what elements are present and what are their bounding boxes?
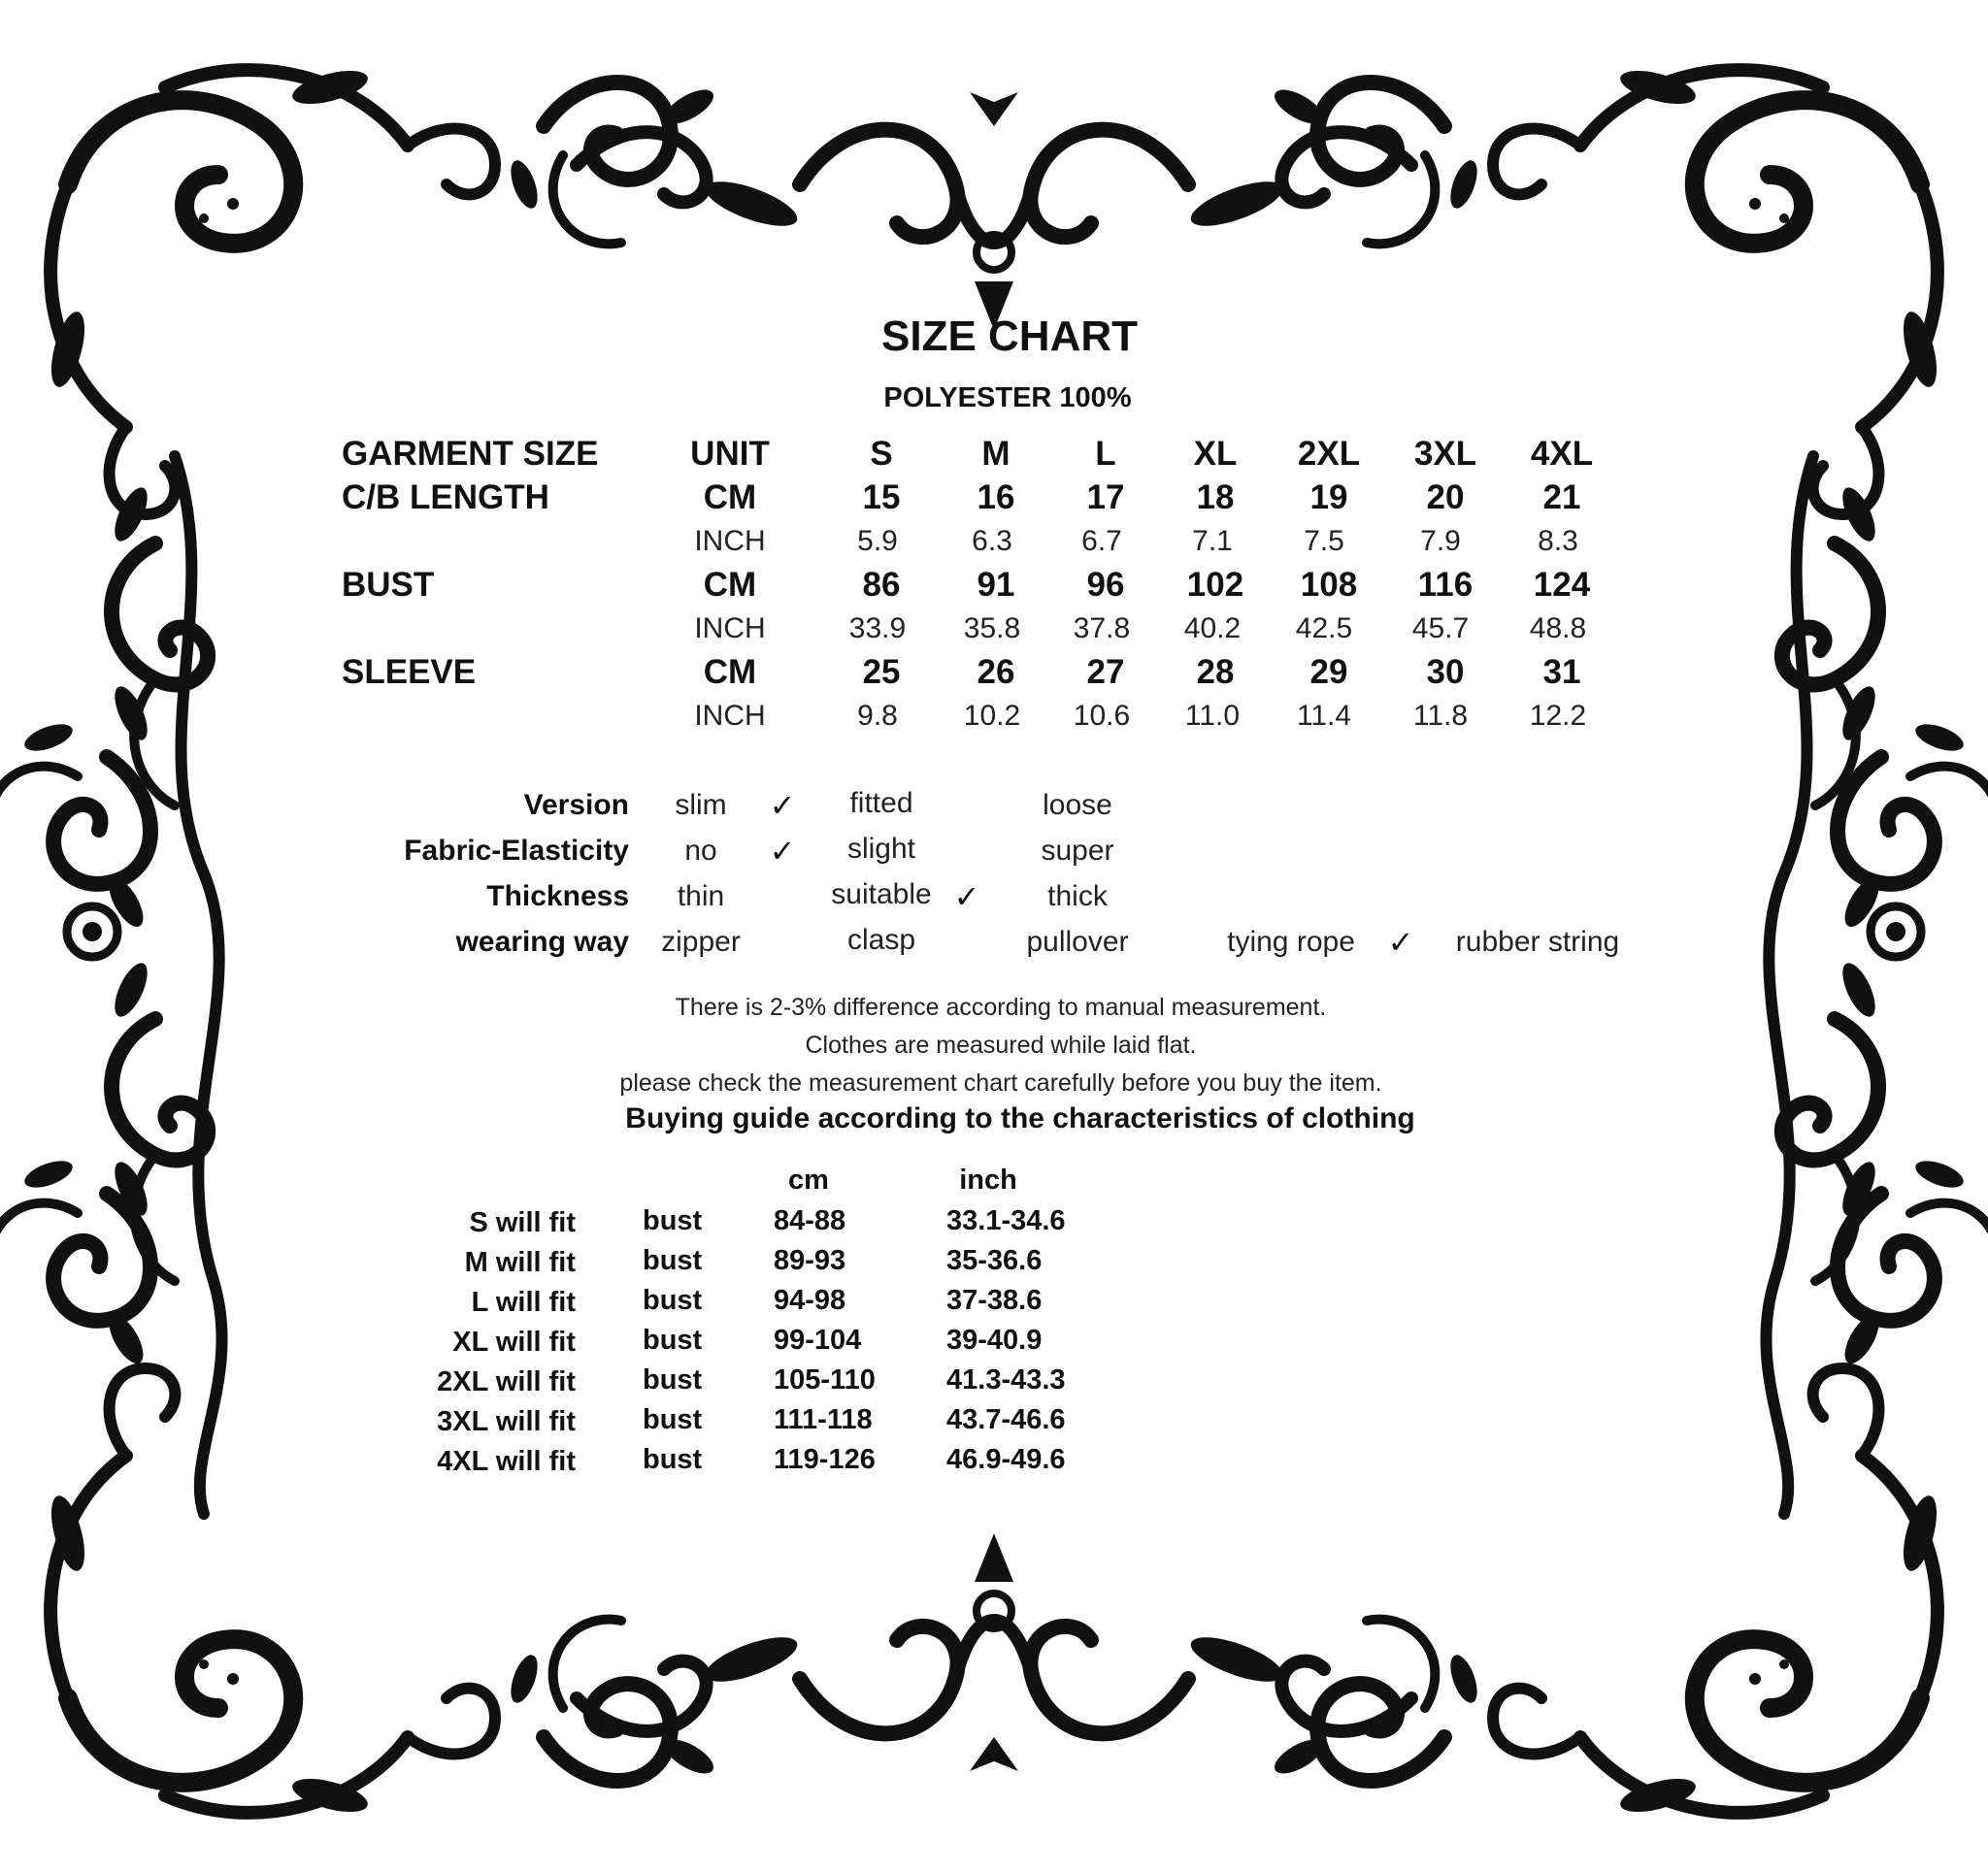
cell-inch: 7.9 <box>1420 525 1461 557</box>
cell-inch: 40.2 <box>1183 612 1242 644</box>
check-mark-icon: ✓ <box>769 834 796 869</box>
size-header-m: M <box>981 435 1011 473</box>
guide-cm: 105-110 <box>774 1364 876 1396</box>
feature-option: rubber string <box>1455 926 1620 958</box>
guide-inch: 39-40.9 <box>946 1325 1043 1356</box>
cell-cm: 27 <box>1086 653 1125 691</box>
guide-inch: 43.7-46.6 <box>946 1404 1066 1435</box>
unit-header: UNIT <box>690 435 770 473</box>
feature-option: thick <box>1047 880 1108 912</box>
cell-inch: 11.8 <box>1412 700 1469 732</box>
cell-inch: 10.2 <box>963 700 1021 732</box>
size-header-xl: XL <box>1193 435 1238 473</box>
size-header-3xl: 3XL <box>1413 435 1477 473</box>
guide-part: bust <box>643 1444 703 1475</box>
cell-cm: 116 <box>1417 566 1474 604</box>
feature-option: tying rope <box>1227 926 1355 958</box>
guide-inch: 46.9-49.6 <box>946 1444 1066 1475</box>
feature-option: zipper <box>661 926 741 958</box>
guide-part: bust <box>643 1205 703 1236</box>
cell-inch: 8.3 <box>1538 525 1578 557</box>
cell-inch: 11.4 <box>1296 700 1352 732</box>
guide-size: XL will fit <box>452 1327 576 1358</box>
cell-inch: 9.8 <box>857 700 898 732</box>
note-line: Clothes are measured while laid flat. <box>805 1032 1197 1059</box>
unit-cm: CM <box>703 478 757 516</box>
guide-part: bust <box>643 1325 703 1356</box>
feature-option: pullover <box>1026 926 1129 958</box>
unit-inch: INCH <box>694 700 766 732</box>
buying-guide-title: Buying guide according to the characteristics of clothing <box>625 1102 1415 1134</box>
feature-option: slight <box>846 833 916 865</box>
size-header-4xl: 4XL <box>1530 435 1594 473</box>
feature-option: slim <box>675 789 727 821</box>
guide-part: bust <box>643 1364 703 1396</box>
check-mark-icon: ✓ <box>1387 925 1414 960</box>
cell-cm: 26 <box>977 653 1015 691</box>
feature-option: suitable <box>831 878 932 910</box>
cell-inch: 33.9 <box>848 612 907 644</box>
note-line: There is 2-3% difference according to manual measurement. <box>675 994 1327 1021</box>
cell-inch: 12.2 <box>1529 700 1587 732</box>
cell-inch: 5.9 <box>857 525 898 557</box>
check-mark-icon: ✓ <box>769 788 796 823</box>
guide-size: M will fit <box>464 1247 576 1278</box>
guide-cm: 119-126 <box>774 1444 876 1475</box>
feature-option: loose <box>1043 789 1112 821</box>
cell-cm: 29 <box>1309 653 1348 691</box>
cell-cm: 91 <box>977 566 1015 604</box>
col-header-cm: cm <box>788 1165 829 1196</box>
cell-inch: 45.7 <box>1411 612 1470 644</box>
guide-inch: 41.3-43.3 <box>946 1364 1066 1396</box>
guide-part: bust <box>643 1245 703 1276</box>
row-label-sleeve: SLEEVE <box>342 653 477 691</box>
cell-inch: 10.6 <box>1073 700 1131 732</box>
cell-cm: 16 <box>977 478 1015 516</box>
cell-inch: 7.5 <box>1304 525 1344 557</box>
cell-cm: 108 <box>1300 566 1358 604</box>
cell-inch: 48.8 <box>1529 612 1587 644</box>
cell-cm: 124 <box>1533 566 1591 604</box>
feature-option: no <box>684 835 717 867</box>
note-line: please check the measurement chart carefully before you buy the item. <box>619 1069 1382 1097</box>
feature-label-wearing-way: wearing way <box>455 926 629 958</box>
cell-inch: 11.0 <box>1184 700 1241 732</box>
material-label: POLYESTER 100% <box>883 382 1132 413</box>
size-header-s: S <box>870 435 893 473</box>
guide-size: S will fit <box>469 1207 576 1238</box>
cell-inch: 35.8 <box>963 612 1021 644</box>
cell-cm: 20 <box>1426 478 1465 516</box>
cell-cm: 17 <box>1086 478 1125 516</box>
col-header-inch: inch <box>959 1165 1017 1196</box>
check-mark-icon: ✓ <box>953 879 980 914</box>
guide-inch: 35-36.6 <box>946 1245 1043 1276</box>
size-header-2xl: 2XL <box>1297 435 1361 473</box>
unit-cm: CM <box>703 566 757 604</box>
guide-cm: 84-88 <box>774 1205 846 1236</box>
cell-cm: 25 <box>862 653 901 691</box>
row-label-cb-length: C/B LENGTH <box>342 478 549 516</box>
guide-part: bust <box>643 1404 703 1435</box>
guide-size: L will fit <box>471 1287 576 1318</box>
cell-inch: 42.5 <box>1295 612 1353 644</box>
cell-cm: 15 <box>862 478 901 516</box>
feature-option: super <box>1041 835 1114 867</box>
guide-inch: 33.1-34.6 <box>946 1205 1066 1236</box>
page-title: SIZE CHART <box>881 312 1138 360</box>
guide-cm: 94-98 <box>774 1285 846 1316</box>
feature-option: fitted <box>849 787 913 819</box>
feature-option: clasp <box>846 924 916 956</box>
guide-cm: 99-104 <box>774 1325 862 1356</box>
unit-inch: INCH <box>694 525 766 557</box>
cell-inch: 6.3 <box>972 525 1012 557</box>
row-label-bust: BUST <box>342 566 435 604</box>
cell-cm: 102 <box>1186 566 1244 604</box>
guide-inch: 37-38.6 <box>946 1285 1043 1316</box>
size-header-l: L <box>1095 435 1116 473</box>
guide-part: bust <box>643 1285 703 1316</box>
cell-cm: 96 <box>1086 566 1125 604</box>
cell-inch: 37.8 <box>1073 612 1131 644</box>
unit-inch: INCH <box>694 612 766 644</box>
guide-size: 2XL will fit <box>437 1366 576 1397</box>
cell-cm: 30 <box>1426 653 1465 691</box>
feature-label-fabric-elasticity: Fabric-Elasticity <box>404 835 629 867</box>
guide-size: 4XL will fit <box>437 1446 576 1477</box>
cell-cm: 19 <box>1309 478 1348 516</box>
guide-size: 3XL will fit <box>437 1406 576 1437</box>
guide-cm: 89-93 <box>774 1245 846 1276</box>
unit-cm: CM <box>703 653 757 691</box>
cell-cm: 86 <box>862 566 901 604</box>
cell-cm: 28 <box>1196 653 1235 691</box>
guide-cm: 111-118 <box>774 1404 873 1435</box>
cell-cm: 21 <box>1542 478 1581 516</box>
feature-option: thin <box>677 880 725 912</box>
feature-label-thickness: Thickness <box>486 880 629 912</box>
cell-inch: 6.7 <box>1081 525 1122 557</box>
garment-size-header: GARMENT SIZE <box>342 435 599 473</box>
cell-cm: 31 <box>1542 653 1581 691</box>
cell-cm: 18 <box>1196 478 1235 516</box>
cell-inch: 7.1 <box>1192 525 1233 557</box>
feature-label-version: Version <box>523 789 629 821</box>
